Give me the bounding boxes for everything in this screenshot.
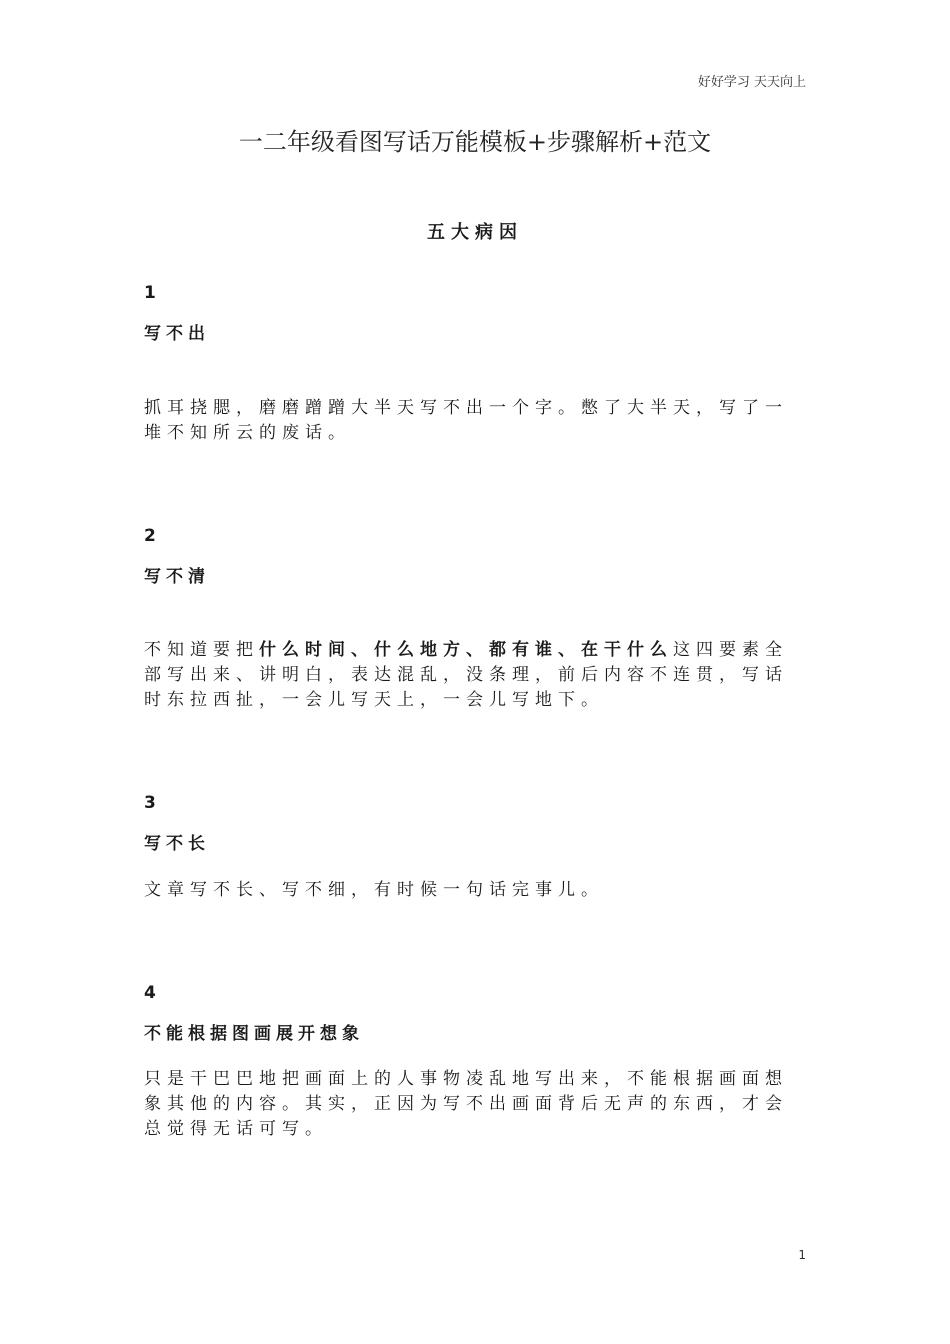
- item-2-body-prefix: 不知道要把: [144, 640, 259, 660]
- item-1-number: 1: [144, 283, 156, 303]
- item-3-heading: 写不长: [144, 834, 210, 854]
- item-3-body: 文章写不长、写不细，有时候一句话完事儿。: [144, 880, 604, 900]
- item-4-body: 只是干巴巴地把画面上的人事物凌乱地写出来，不能根据画面想象其他的内容。其实，正因为写不出画面背后无声的东西，才会总觉得无话可写。: [144, 1069, 788, 1139]
- item-2-body: [144, 638, 794, 713]
- header-note: 好好学习 天天向上: [697, 75, 806, 90]
- item-4-number: 4: [144, 983, 156, 1003]
- item-3-number: 3: [144, 793, 156, 813]
- item-2-heading: 写不清: [144, 567, 210, 587]
- item-2-body-emphasis: 什么时间、什么地方、都有谁、在干什么: [259, 640, 673, 660]
- item-4-heading: 不能根据图画展开想象: [144, 1024, 364, 1044]
- item-1-heading: 写不出: [144, 324, 210, 344]
- item-2-body-suffix: 这四要素全部写出来、讲明白，表达混乱，没条理，前后内容不连贯，写话时东拉西扯，一会儿写天上，一会儿写地下。: [144, 640, 788, 710]
- page-number: 1: [798, 1248, 806, 1262]
- document-title: 一二年级看图写话万能模板+步骤解析+范文: [238, 128, 712, 156]
- item-1-body: 抓耳挠腮，磨磨蹭蹭大半天写不出一个字。憋了大半天，写了一堆不知所云的废话。: [144, 398, 788, 443]
- item-2-number: 2: [144, 526, 156, 546]
- section-title: 五大病因: [427, 222, 523, 243]
